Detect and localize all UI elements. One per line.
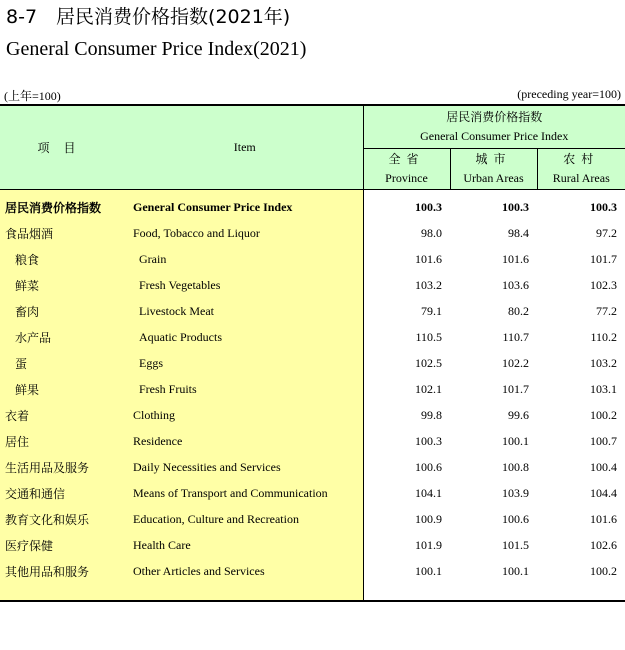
cell-province: 102.5 <box>415 355 442 370</box>
cell-province: 99.8 <box>421 407 442 422</box>
table-row <box>0 454 625 480</box>
row-label-zh: 鲜菜 <box>0 272 127 298</box>
cell-rural: 100.2 <box>590 563 617 578</box>
cell-urban: 100.1 <box>502 433 529 448</box>
cell-rural: 77.2 <box>596 303 617 318</box>
filler-cell <box>363 584 450 601</box>
table-row <box>0 532 625 558</box>
table-filler-row <box>0 584 625 601</box>
header-province-zh: 全省 <box>388 152 425 166</box>
cell-rural: 110.2 <box>590 329 617 344</box>
row-label-en: Means of Transport and Communication <box>127 480 363 506</box>
cell-province: 98.0 <box>421 225 442 240</box>
table-row <box>0 324 625 350</box>
row-label-en: Grain <box>127 246 363 272</box>
filler-cell <box>450 584 537 601</box>
cell-rural: 102.3 <box>590 277 617 292</box>
cpi-table <box>0 104 625 602</box>
row-label-en: Fresh Fruits <box>127 376 363 402</box>
row-label-zh: 衣着 <box>0 402 127 428</box>
cell-rural: 100.7 <box>590 433 617 448</box>
cell-rural: 101.7 <box>590 251 617 266</box>
row-label-zh: 居住 <box>0 428 127 454</box>
cell-province: 110.5 <box>415 329 442 344</box>
row-label-en: Food, Tobacco and Liquor <box>127 220 363 246</box>
unit-note-en: (preceding year=100) <box>517 87 621 101</box>
table-row <box>0 272 625 298</box>
table-row <box>0 220 625 246</box>
filler-cell <box>0 584 127 601</box>
cell-urban: 100.8 <box>502 459 529 474</box>
header-urban-zh: 城市 <box>475 152 512 166</box>
cell-urban: 101.6 <box>502 251 529 266</box>
table-row <box>0 402 625 428</box>
cell-rural: 100.4 <box>590 459 617 474</box>
table-title-en: General Consumer Price Index(2021) <box>6 38 307 60</box>
cell-urban: 100.3 <box>502 199 529 214</box>
cell-urban: 101.7 <box>502 381 529 396</box>
cell-urban: 100.6 <box>502 511 529 526</box>
row-label-en: Fresh Vegetables <box>127 272 363 298</box>
row-label-en: Health Care <box>127 532 363 558</box>
cell-urban: 100.1 <box>502 563 529 578</box>
cell-urban: 98.4 <box>508 225 529 240</box>
header-province <box>363 149 450 190</box>
cell-urban: 102.2 <box>502 355 529 370</box>
header-group-en: General Consumer Price Index <box>420 129 569 143</box>
row-label-zh: 教育文化和娱乐 <box>0 506 127 532</box>
unit-note-zh: (上年=100) <box>4 89 61 103</box>
row-label-en: Daily Necessities and Services <box>127 454 363 480</box>
row-label-zh: 食品烟酒 <box>0 220 127 246</box>
table-row <box>0 376 625 402</box>
row-label-en: Education, Culture and Recreation <box>127 506 363 532</box>
row-label-zh: 畜肉 <box>0 298 127 324</box>
row-label-zh: 粮食 <box>0 246 127 272</box>
cell-rural: 97.2 <box>596 225 617 240</box>
header-group <box>363 105 625 149</box>
header-rural <box>537 149 625 190</box>
header-province-en: Province <box>385 171 428 185</box>
header-rural-zh: 农村 <box>563 152 600 166</box>
cell-province: 104.1 <box>415 485 442 500</box>
row-label-en: Residence <box>127 428 363 454</box>
cell-urban: 101.5 <box>502 537 529 552</box>
cell-rural: 103.1 <box>590 381 617 396</box>
cell-urban: 80.2 <box>508 303 529 318</box>
cell-rural: 103.2 <box>590 355 617 370</box>
header-item-zh: 项目 <box>0 105 127 190</box>
cell-rural: 101.6 <box>590 511 617 526</box>
table-row <box>0 558 625 584</box>
table-row <box>0 350 625 376</box>
cell-urban: 103.9 <box>502 485 529 500</box>
row-label-zh: 鲜果 <box>0 376 127 402</box>
cell-urban: 99.6 <box>508 407 529 422</box>
cell-rural: 102.6 <box>590 537 617 552</box>
cell-province: 100.6 <box>415 459 442 474</box>
table-row <box>0 506 625 532</box>
header-rural-en: Rural Areas <box>552 171 610 185</box>
row-label-en: Clothing <box>127 402 363 428</box>
row-label-zh: 医疗保健 <box>0 532 127 558</box>
cell-province: 79.1 <box>421 303 442 318</box>
row-label-en: Eggs <box>127 350 363 376</box>
filler-cell <box>127 584 363 601</box>
cell-province: 100.1 <box>415 563 442 578</box>
cell-province: 100.9 <box>415 511 442 526</box>
table-row <box>0 298 625 324</box>
row-label-en: General Consumer Price Index <box>127 190 363 221</box>
cell-province: 101.9 <box>415 537 442 552</box>
table-row <box>0 428 625 454</box>
header-urban-en: Urban Areas <box>463 171 524 185</box>
header-item-en: Item <box>127 105 363 190</box>
row-label-en: Other Articles and Services <box>127 558 363 584</box>
row-label-zh: 生活用品及服务 <box>0 454 127 480</box>
cell-province: 102.1 <box>415 381 442 396</box>
cell-urban: 110.7 <box>502 329 529 344</box>
cell-urban: 103.6 <box>502 277 529 292</box>
row-label-zh: 其他用品和服务 <box>0 558 127 584</box>
row-label-en: Aquatic Products <box>127 324 363 350</box>
header-urban <box>450 149 537 190</box>
cell-rural: 100.3 <box>590 199 617 214</box>
filler-cell <box>537 584 625 601</box>
row-label-en: Livestock Meat <box>127 298 363 324</box>
cell-province: 100.3 <box>415 199 442 214</box>
cell-province: 103.2 <box>415 277 442 292</box>
table-row <box>0 480 625 506</box>
row-label-zh: 交通和通信 <box>0 480 127 506</box>
cell-rural: 104.4 <box>590 485 617 500</box>
row-label-zh: 水产品 <box>0 324 127 350</box>
row-label-zh: 蛋 <box>0 350 127 376</box>
table-row-total <box>0 190 625 221</box>
cell-rural: 100.2 <box>590 407 617 422</box>
table-row <box>0 246 625 272</box>
cell-province: 100.3 <box>415 433 442 448</box>
row-label-zh: 居民消费价格指数 <box>0 190 127 221</box>
cell-province: 101.6 <box>415 251 442 266</box>
header-group-zh: 居民消费价格指数 <box>446 110 543 124</box>
table-title-zh: 8-7 居民消费价格指数(2021年) <box>6 6 291 28</box>
